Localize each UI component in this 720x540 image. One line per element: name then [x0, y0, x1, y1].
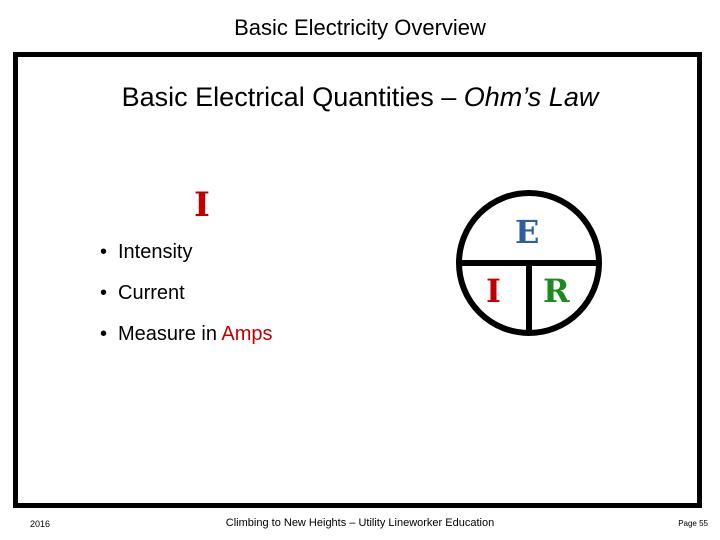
bullet-dot: •: [100, 241, 108, 263]
bullet-dot: •: [100, 323, 108, 345]
bullet-item-measure: [100, 316, 273, 357]
bullet-dot: •: [100, 282, 108, 304]
bullet-text: Intensity: [118, 241, 193, 263]
ohms-law-resistance-symbol: R: [543, 272, 570, 310]
ohms-law-current-symbol: I: [486, 272, 501, 310]
bullet-text: Current: [118, 282, 185, 304]
bullet-text: Measure in: [118, 323, 222, 345]
current-symbol: I: [194, 185, 210, 225]
slide-title: [0, 80, 720, 114]
bullet-highlight-amps: Amps: [221, 323, 273, 345]
bullet-list: [100, 234, 273, 357]
header-title: Basic Electricity Overview: [234, 15, 486, 40]
bullet-item-intensity: [100, 234, 273, 275]
slide-title-italic: Ohm’s Law: [463, 82, 599, 112]
bullet-item-current: [100, 275, 273, 316]
footer-year: 2016: [30, 519, 51, 529]
footer-center-text: Climbing to New Heights – Utility Lineworker Education: [225, 517, 495, 529]
ohms-law-voltage-symbol: E: [515, 213, 540, 251]
footer-page-number: Page 55: [678, 519, 708, 528]
slide-title-main: Basic Electrical Quantities –: [121, 82, 464, 112]
ohms-law-circle: [454, 188, 604, 338]
